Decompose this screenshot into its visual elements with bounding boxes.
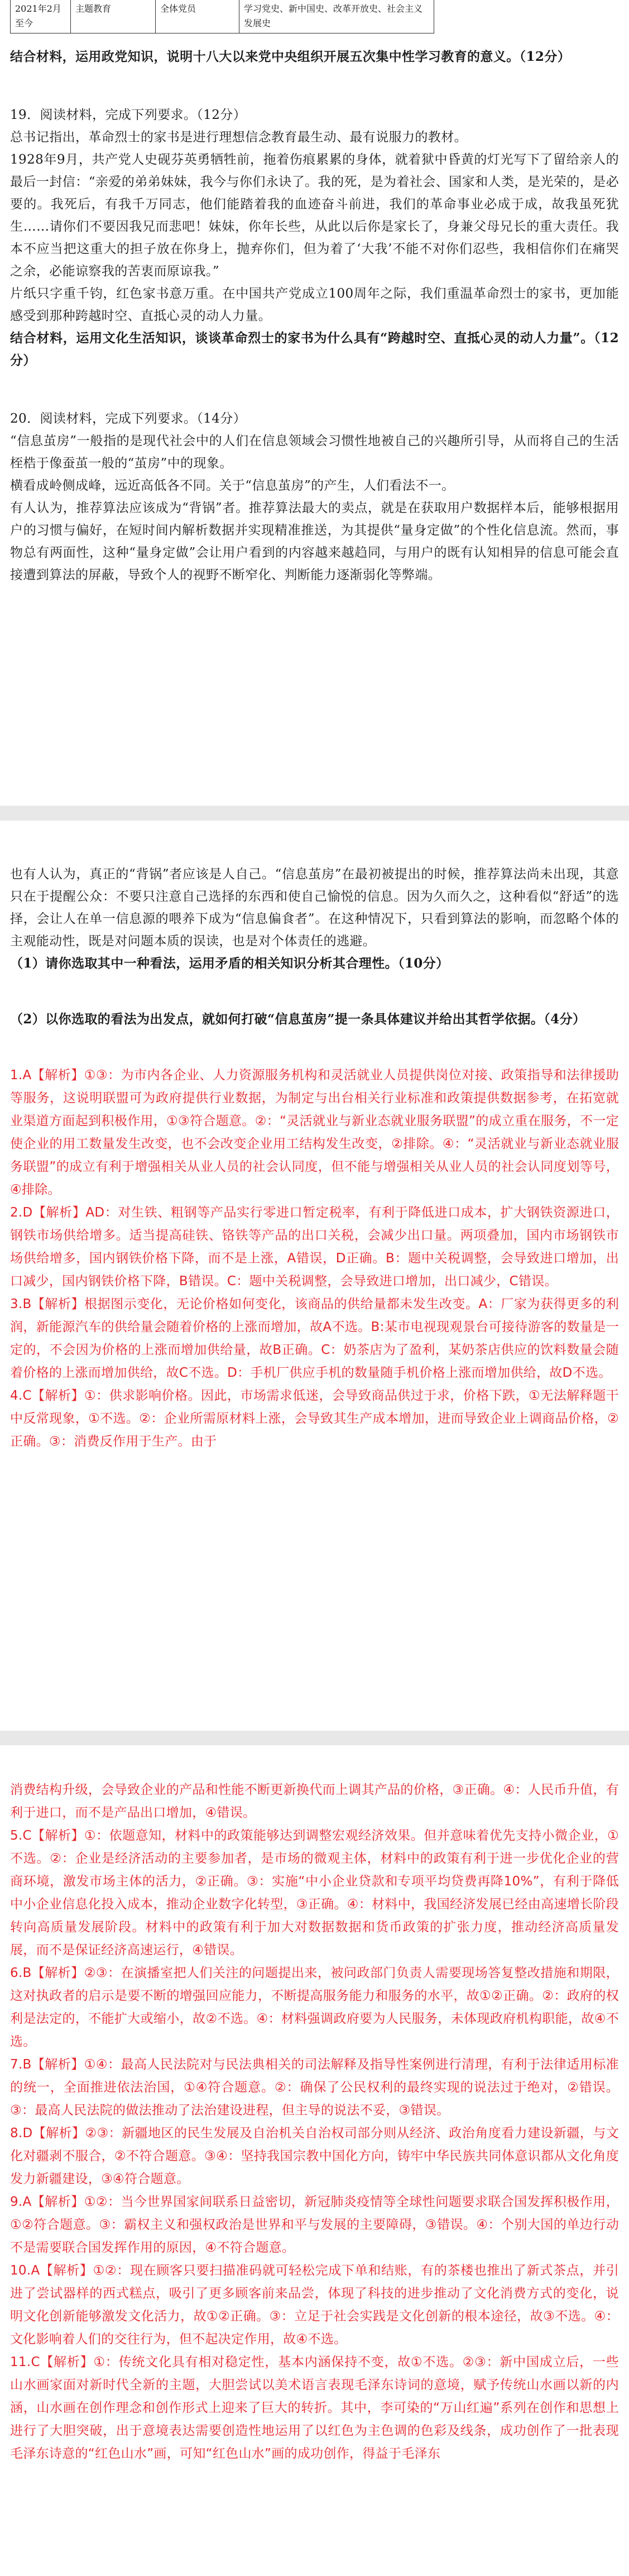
answer-paragraph: 3.B【解析】根据图示变化，无论价格如何变化，该商品的供给量都未发生改变。A：厂家为获得更多的利润，新能源汽车的供给量会随着价格的上涨而增加，故A不选。B:某市电视现观景台可接待游客的数量是一定的，不会因为价格的上涨而增加供给量，故B正确。C：奶茶店为了盈利，某奶茶店供应的饮料数量会随着价格的上涨而增加供给，故C不选。D：手机厂供应手机的数量随手机价格上涨而增加供给，故D不选。: [10, 1297, 619, 1380]
question-20-paragraph: 横看成岭侧成峰，远近高低各不同。关于“信息茧房”的产生，人们看法不一。: [10, 478, 455, 493]
answer-paragraph: 消费结构升级，会导致企业的产品和性能不断更新换代而上调其产品的价格，③正确。④：人民币升值，有利于进口，而不是产品出口增加，④错误。: [10, 1783, 619, 1820]
question-20-paragraph: “信息茧房”一般指的是现代社会中的人们在信息领域会习惯性地被自己的兴趣所引导，从而将自己的生活桎梏于像蚕茧一般的“茧房”中的现象。: [10, 434, 619, 471]
question-20-heading: 20．阅读材料，完成下列要求。（14分）: [10, 411, 247, 426]
question-19-paragraph: 片纸只字重千钧，红色家书意万重。在中国共产党成立100周年之际，我们重温革命烈士的家书，更加能感受到那种跨越时空、直抵心灵的动人力量。: [10, 286, 619, 323]
question-20-subtask-2: （2）以你选取的看法为出发点，就如何打破“信息茧房”提一条具体建议并给出其哲学依据。（4分）: [10, 1012, 586, 1027]
question-20-paragraph: 也有人认为，真正的“背锅”者应该是人自己。“信息茧房”在最初被提出的时候，推荐算法尚未出现，其意只在于提醒公众：不要只注意自己选择的东西和使自己愉悦的信息。因为久而久之，这种看似“舒适”的选择，会让人在单一信息源的喂养下成为“信息偏食者”。在这种情况下，只看到算法的影响，而忽略个体的主观能动性，既是对问题本质的误读，也是对个体责任的逃避。: [10, 867, 619, 949]
timeline-table: [10, 0, 434, 33]
question-20-subtask-1: （1）请你选取其中一种看法，运用矛盾的相关知识分析其合理性。（10分）: [10, 956, 449, 971]
page-2: [0, 821, 629, 1731]
table-row: [11, 0, 434, 33]
answer-paragraph: 4.C【解析】①：供求影响价格。因此，市场需求低迷，会导致商品供过于求，价格下跌，①无法解释题干中反常现象，①不选。②：企业所需原材料上涨，会导致其生产成本增加，进而导致企业上调商品价格，②正确。③：消费反作用于生产。由于: [10, 1388, 619, 1449]
question-19-paragraph: 1928年9月，共产党人史砚芬英勇牺牲前，拖着伤痕累累的身体，就着狱中昏黄的灯光写下了留给亲人的最后一封信：“亲爱的弟弟妹妹，我今与你们永诀了。我的死，是为着社会、国家和人类，是光荣的，是必要的。我死后，有我千万同志，他们能踏着我的血迹奋斗前进，我们的革命事业必成于成，故我虽死犹生……请你们不要因我兄而悲吧！妹妹，你年长些，从此以后你是家长了，身兼父母兄长的重大责任。我本不应当把这重大的担子放在你身上，抛弃你们，但为着了‘大我’不能不对你们忍些，我相信你们在痛哭之余，必能谅察我的苦衷而原谅我。”: [10, 152, 619, 279]
answer-paragraph: 7.B【解析】①④：最高人民法院对与民法典相关的司法解释及指导性案例进行清理，有利于法律适用标准的统一，全面推进依法治国，①④符合题意。②：确保了公民权利的最终实现的说法过于绝对，②错误。③：最高人民法院的做法推动了法治建设进程，但主导的说法不妥，③错误。: [10, 2057, 619, 2118]
answer-paragraph: 2.D【解析】AD：对生铁、粗钢等产品实行零进口暂定税率，有利于降低进口成本，扩大钢铁资源进口，钢铁市场供给增多。适当提高硅铁、铬铁等产品的出口关税，会减少出口量。两项叠加，国内市场钢铁市场供给增多，国内钢铁价格下降，而不是上涨，A错误，D正确。B：题中关税调整，会导致进口增加，出口减少，国内钢铁价格下降，B错误。C：题中关税调整，会导致进口增加，出口减少，C错误。: [10, 1205, 619, 1289]
question-19-heading: 19．阅读材料，完成下列要求。（12分）: [10, 108, 247, 122]
question-19-task: 结合材料，运用文化生活知识，谈谈革命烈士的家书为什么具有“跨越时空、直抵心灵的动人力量”。（12分）: [10, 331, 619, 368]
table-cell-content: 学习党史、新中国史、改革开放史、社会主义发展史: [239, 0, 434, 33]
question-20-paragraph: 有人认为，推荐算法应该成为“背锅”者。推荐算法最大的卖点，就是在获取用户数据样本后，能够根据用户的习惯与偏好，在短时间内解析数据并实现精准推送，为其提供“量身定做”的个性化信息流。然而，事物总有两面性，这种“量身定做”会让用户看到的内容越来越趋同，与用户的既有认知相异的信息可能会直接遭到算法的屏蔽，导致个人的视野不断窄化、判断能力逐渐弱化等弊端。: [10, 501, 619, 582]
answer-paragraph: 10.A【解析】①②：现在顾客只要扫描准码就可轻松完成下单和结账，有的茶楼也推出了新式茶点，并引进了尝试器样的西式糕点，吸引了更多顾客前来品尝，体现了科技的进步推动了文化消费方式的变化，说明文化创新能够激发文化活力，故①②正确。③：立足于社会实践是文化创新的根本途径，故③不选。④：文化影响着人们的交往行为，但不起决定作用，故④不选。: [10, 2263, 619, 2347]
answer-paragraph: 6.B【解析】②③：在演播室把人们关注的问题提出来，被问政部门负责人需要现场答复整改措施和期限，这对执政者的启示是要不断的增强回应能力，不断提高服务能力和服务的水平，故①②正确。②：政府的权利是法定的，不能扩大或缩小，故②不选。④：材料强调政府要为人民服务，未体现政府机构职能，故④不选。: [10, 1966, 619, 2049]
answer-paragraph: 8.D【解析】②③：新疆地区的民生发展及自治机关自治权司部分则从经济、政治角度看力建设新疆，与文化对疆剥不服合，②不符合题意。③④：坚持我国宗教中国化方向，铸牢中华民族共同体意识都从文化角度发力新疆建设，③④符合题意。: [10, 2126, 619, 2186]
answer-paragraph: 11.C【解析】①：传统文化具有相对稳定性，基本内涵保持不变，故①不选。②③：新中国成立后，一些山水画家面对新时代全新的主题，大胆尝试以美术语言表现毛泽东诗词的意境，赋予传统山水画以新的内涵，山水画在创作理念和创作形式上迎来了巨大的转折。其中，李可染的“万山红遍”系列在创作和思想上进行了大胆突破，出于意境表达需要创造性地运用了以红色为主色调的色彩及线条，成功创作了一批表现毛泽东诗意的“红色山水”画，可知“红色山水”画的成功创作，得益于毛泽东: [10, 2355, 619, 2461]
table-cell-scope: 全体党员: [156, 0, 239, 33]
question-18-task: 结合材料，运用政党知识，说明十八大以来党中央组织开展五次集中性学习教育的意义。（12分）: [10, 49, 571, 64]
table-cell-theme: 主题教育: [71, 0, 156, 33]
page-3: [0, 1745, 629, 2576]
question-19-paragraph: 总书记指出，革命烈士的家书是进行理想信念教育最生动、最有说服力的教材。: [10, 130, 467, 145]
answer-paragraph: 9.A【解析】①②：当今世界国家间联系日益密切，新冠肺炎疫情等全球性问题要求联合国发挥积极作用，①②符合题意。③：霸权主义和强权政治是世界和平与发展的主要障碍，③错误。④：个别大国的单边行动不是需要联合国发挥作用的原因，④不符合题意。: [10, 2195, 619, 2255]
answer-paragraph: 1.A【解析】①③：为市内各企业、人力资源服务机构和灵活就业人员提供岗位对接、政策指导和法律援助等服务，这说明联盟可为政府提供行业数据，为制定与出台相关行业标准和政策提供数据参考，在拓宽就业渠道方面起到积极作用，①③符合题意。②：“灵活就业与新业态就业服务联盟”的成立重在服务，不一定使企业的用工数量发生改变，也不会改变企业用工结构发生改变，②排除。④：“灵活就业与新业态就业服务联盟”的成立有利于增强相关从业人员的社会认同度，但不能与增强相关从业人员的社会认同度划等号，④排除。: [10, 1068, 619, 1197]
answer-paragraph: 5.C【解析】①：依题意知，材料中的政策能够达到调整宏观经济效果。但并意味着优先支持小微企业，①不选。②：企业是经济活动的主要参加者，是市场的微观主体，材料中的政策有利于进一步优化企业的营商环境，激发市场主体的活力，②正确。③：实施“中小企业贷款和专项平均贷费再降10%”，有利于降低中小企业信息化投入成本，推动企业数字化转型，③正确。④：材料中，我国经济发展已经由高速增长阶段转向高质量发展阶段。材料中的政策有利于加大对数据数据和货币政策的扩张力度，推动经济高质量发展，而不是保证经济高速运行，④错误。: [10, 1828, 619, 1957]
page-1: [0, 0, 629, 806]
table-cell-date: 2021年2月至今: [11, 0, 71, 33]
